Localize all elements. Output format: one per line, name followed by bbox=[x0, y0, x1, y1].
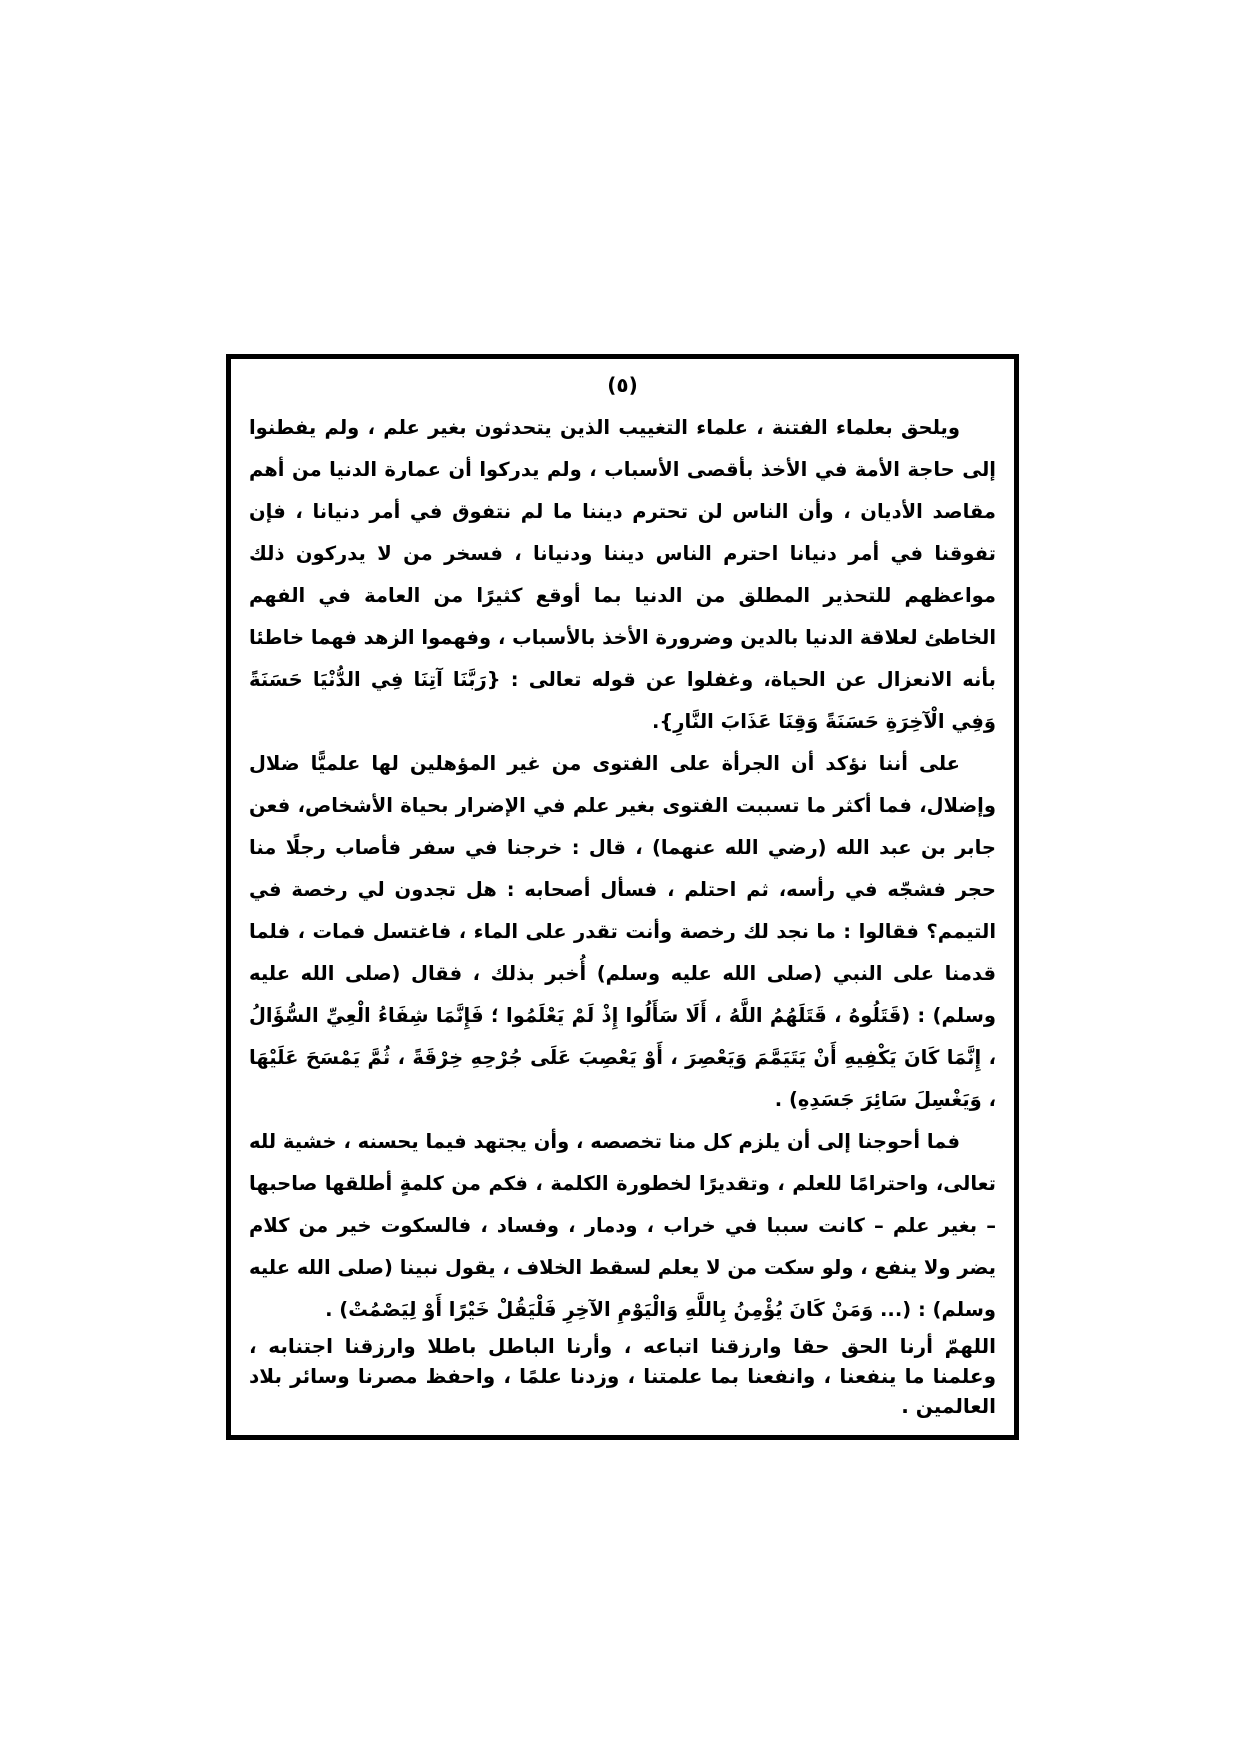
paragraph-fatwa-without-knowledge: على أننا نؤكد أن الجرأة على الفتوى من غير المؤهلين لها علميًّا ضلال وإضلال، فما أكثر ما تسببت الفتوى بغير علم في الإضرار بحياة الأشخاص، فعن جابر بن عبد الله (رضي الله عنهما) ، قال : خرجنا في سفر فأصاب رجلًا منا حجر فشجّه في رأسه، ثم احتلم ، فسأل أصحابه : هل تجدون لي رخصة في التيمم؟ فقالوا : ما نجد لك رخصة وأنت تقدر على الماء ، فاغتسل فمات ، فلما قدمنا على النبي (صلى الله عليه وسلم) أُخبر بذلك ، فقال (صلى الله عليه وسلم) : (قَتَلُوهُ ، قَتَلَهُمُ اللَّهُ ، أَلَا سَأَلُوا إِذْ لَمْ يَعْلَمُوا ؛ فَإِنَّمَا شِفَاءُ الْعِيِّ السُّؤَالُ ، إِنَّمَا كَانَ يَكْفِيهِ أَنْ يَتَيَمَّمَ وَيَعْصِرَ ، أَوْ يَعْصِبَ عَلَى جُرْحِهِ خِرْقَةً ، ثُمَّ يَمْسَحَ عَلَيْهَا ، وَيَغْسِلَ سَائِرَ جَسَدِهِ) . bbox=[249, 752, 996, 1111]
paragraph-scholars-of-absence: ويلحق بعلماء الفتنة ، علماء التغييب الذين يتحدثون بغير علم ، ولم يفطنوا إلى حاجة الأمة في الأخذ بأقصى الأسباب ، ولم يدركوا أن عمارة الدنيا من أهم مقاصد الأديان ، وأن الناس لن تحترم ديننا ما لم نتفوق في أمر دنيانا ، فإن تفوقنا في أمر دنيانا احترم الناس ديننا ودنيانا ، فسخر من لا يدركون ذلك مواعظهم للتحذير المطلق من الدنيا بما أوقع كثيرًا من العامة في الفهم الخاطئ لعلاقة الدنيا بالدين وضرورة الأخذ بالأسباب ، وفهموا الزهد فهما خاطئا بأنه الانعزال عن الحياة، وغفلوا عن قوله تعالى : {رَبَّنَا آتِنَا فِي الدُّنْيَا حَسَنَةً وَفِي الْآخِرَةِ حَسَنَةً وَقِنَا عَذَابَ النَّارِ}. bbox=[249, 416, 996, 733]
page-number: (٥) bbox=[607, 373, 638, 397]
page-frame bbox=[226, 354, 1019, 1440]
paragraph-specialization: فما أحوجنا إلى أن يلزم كل منا تخصصه ، وأن يجتهد فيما يحسنه ، خشية لله تعالى، واحترامًا للعلم ، وتقديرًا لخطورة الكلمة ، فكم من كلمةٍ أطلقها صاحبها – بغير علم – كانت سببا في خراب ، ودمار ، وفساد ، فالسكوت خير من كلام يضر ولا ينفع ، ولو سكت من لا يعلم لسقط الخلاف ، يقول نبينا (صلى الله عليه وسلم) : (... وَمَنْ كَانَ يُؤْمِنُ بِاللَّهِ وَالْيَوْمِ الآخِرِ فَلْيَقُلْ خَيْرًا أَوْ لِيَصْمُتْ) . bbox=[249, 1130, 996, 1321]
closing-prayer: اللهمّ أرنا الحق حقا وارزقنا اتباعه ، وأرنا الباطل باطلا وارزقنا اجتنابه ، وعلمنا ما ينفعنا ، وانفعنا بما علمتنا ، وزدنا علمًا ، واحفظ مصرنا وسائر بلاد العالمين . bbox=[249, 1334, 996, 1418]
body-text bbox=[249, 407, 996, 1421]
